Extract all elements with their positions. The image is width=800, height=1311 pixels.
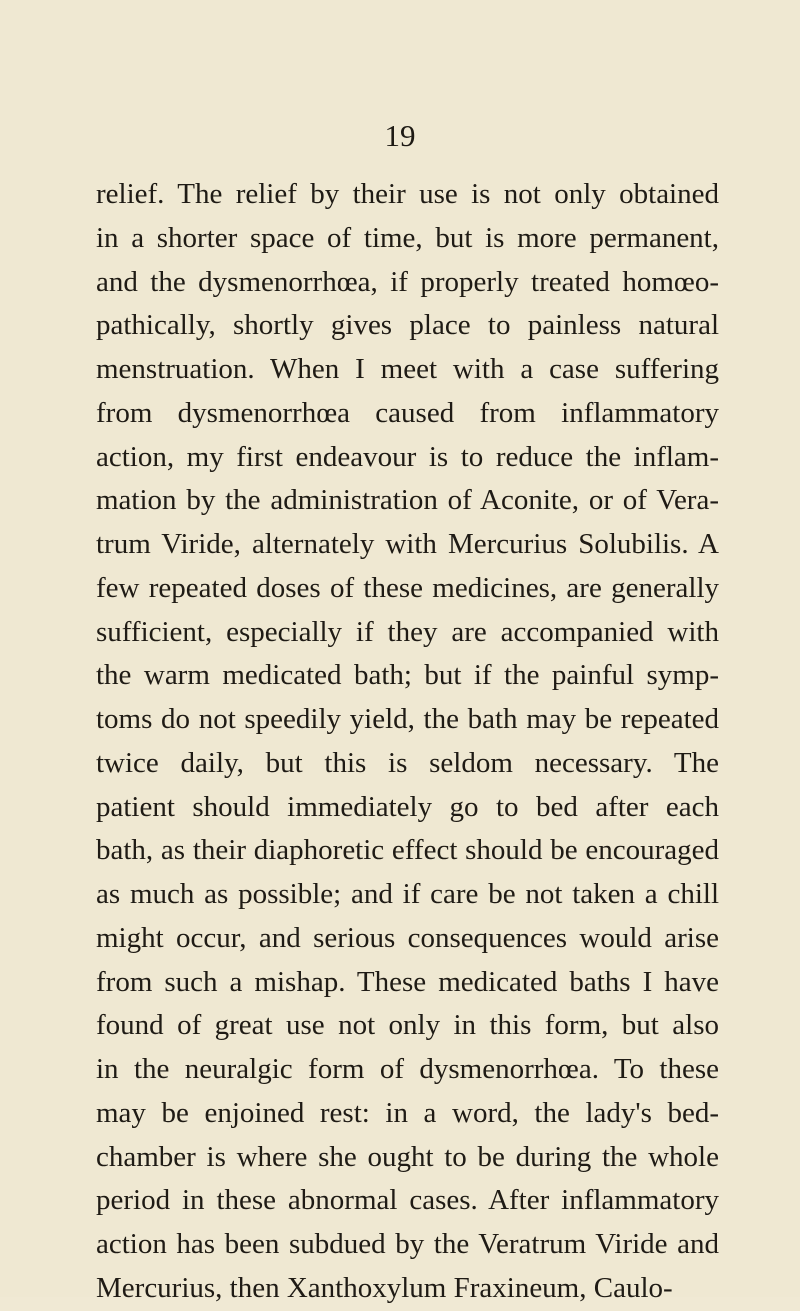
text-line: menstruation. When I meet with a case suffering bbox=[96, 353, 719, 385]
text-line: twice daily, but this is seldom necessary. The bbox=[96, 746, 719, 779]
body-text bbox=[96, 173, 719, 1311]
text-line: might occur, and serious consequences would arise bbox=[96, 921, 719, 954]
text-line: few repeated doses of these medicines, are generally bbox=[96, 571, 719, 604]
text-line: from such a mishap. These medicated baths I have bbox=[96, 965, 719, 998]
text-line: the warm medicated bath; but if the painful symp- bbox=[96, 659, 719, 692]
text-line: bath, as their diaphoretic effect should be encouraged bbox=[96, 834, 719, 867]
text-line: pathically, shortly gives place to painless natural bbox=[96, 309, 719, 342]
text-line: patient should immediately go to bed after each bbox=[96, 790, 719, 823]
text-line: in a shorter space of time, but is more permanent, bbox=[96, 221, 719, 254]
text-line: action has been subdued by the Veratrum Viride and bbox=[96, 1228, 719, 1260]
text-line: found of great use not only in this form, but also bbox=[96, 1009, 719, 1042]
text-line: toms do not speedily yield, the bath may be repeated bbox=[96, 703, 719, 735]
text-line: may be enjoined rest: in a word, the lady's bed- bbox=[96, 1096, 719, 1129]
text-line: trum Viride, alternately with Mercurius Solubilis. A bbox=[96, 528, 719, 560]
text-line: in the neuralgic form of dysmenorrhœa. To these bbox=[96, 1053, 719, 1085]
text-line: chamber is where she ought to be during the whole bbox=[96, 1140, 719, 1173]
text-line: mation by the administration of Aconite, or of Vera- bbox=[96, 484, 719, 517]
text-line: from dysmenorrhœa caused from inflammatory bbox=[96, 396, 719, 429]
text-line: as much as possible; and if care be not taken a chill bbox=[96, 878, 719, 910]
text-line: Mercurius, then Xanthoxylum Fraxineum, Caulo- bbox=[96, 1271, 673, 1304]
text-line: period in these abnormal cases. After inflammatory bbox=[96, 1184, 719, 1217]
text-line: sufficient, especially if they are accompanied with bbox=[96, 615, 719, 648]
text-line: and the dysmenorrhœa, if properly treated homœo- bbox=[96, 265, 719, 298]
page-number: 19 bbox=[384, 118, 416, 153]
text-line: relief. The relief by their use is not only obtained bbox=[96, 178, 719, 210]
text-line: action, my first endeavour is to reduce the inflam- bbox=[96, 440, 719, 473]
